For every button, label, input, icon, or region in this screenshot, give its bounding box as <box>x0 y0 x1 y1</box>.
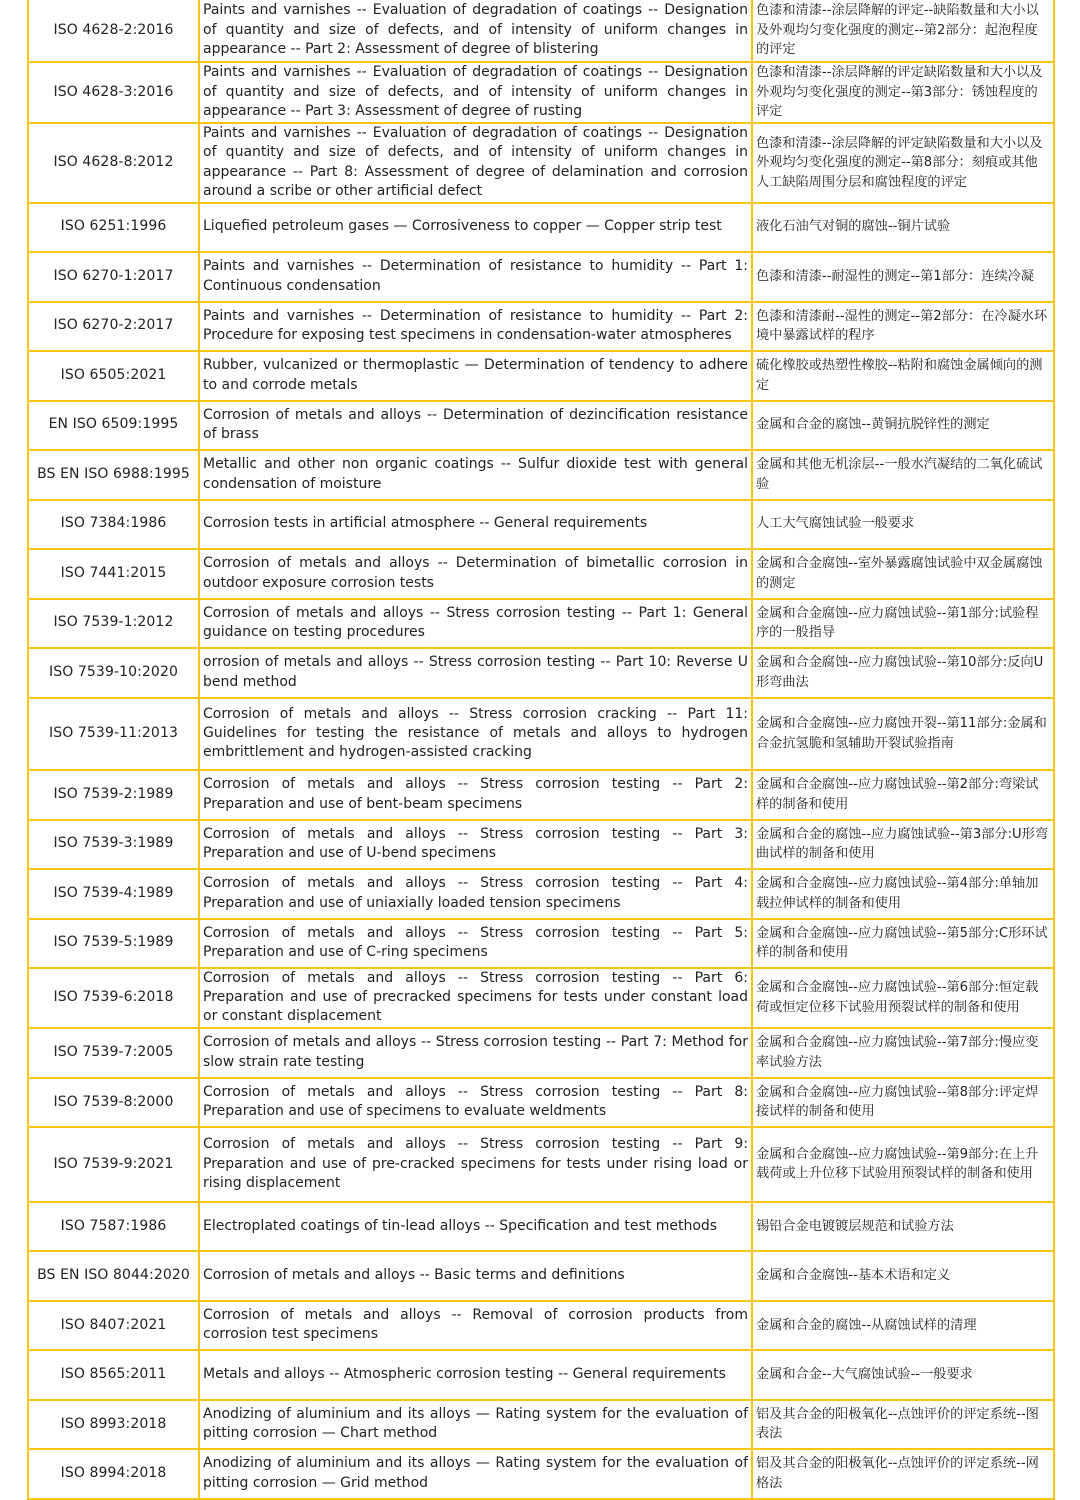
chinese-title: 金属和合金腐蚀--应力腐蚀试验--第10部分:反向U形弯曲法 <box>752 648 1054 698</box>
table-row <box>28 1127 1054 1202</box>
standard-code: ISO 7539-4:1989 <box>28 869 199 919</box>
chinese-title: 金属和合金腐蚀--应力腐蚀试验--第9部分:在上升载荷或上升位移下试验用预裂试样的制备和使用 <box>752 1127 1054 1202</box>
standard-code: ISO 7539-6:2018 <box>28 968 199 1028</box>
english-title: Paints and varnishes -- Evaluation of degradation of coatings -- Designation of quantity and size of defects, and of intensity of uniform changes in appearance -- Part 3: Assessment of degree of rusting <box>199 62 752 123</box>
english-title: Corrosion of metals and alloys -- Determination of bimetallic corrosion in outdoor exposure corrosion tests <box>199 549 752 599</box>
standard-code: ISO 7587:1986 <box>28 1202 199 1251</box>
english-title: Corrosion of metals and alloys -- Stress corrosion testing -- Part 2: Preparation and use of bent-beam specimens <box>199 770 752 820</box>
standard-code: ISO 7539-2:1989 <box>28 770 199 820</box>
english-title: Corrosion of metals and alloys -- Stress corrosion testing -- Part 3: Preparation and use of U-bend specimens <box>199 820 752 869</box>
english-title: Corrosion of metals and alloys -- Stress corrosion testing -- Part 1: General guidance on testing procedures <box>199 599 752 648</box>
standard-code: ISO 7539-10:2020 <box>28 648 199 698</box>
english-title: Anodizing of aluminium and its alloys — Rating system for the evaluation of pitting corrosion — Grid method <box>199 1449 752 1499</box>
table-row <box>28 500 1054 549</box>
standard-code: ISO 7539-9:2021 <box>28 1127 199 1202</box>
chinese-title: 金属和合金腐蚀--应力腐蚀试验--第4部分:单轴加载拉伸试样的制备和使用 <box>752 869 1054 919</box>
chinese-title: 金属和合金腐蚀--应力腐蚀试验--第2部分:弯梁试样的制备和使用 <box>752 770 1054 820</box>
chinese-title: 金属和合金腐蚀--应力腐蚀试验--第5部分:C形环试样的制备和使用 <box>752 919 1054 968</box>
english-title: orrosion of metals and alloys -- Stress corrosion testing -- Part 10: Reverse U bend method <box>199 648 752 698</box>
chinese-title: 铝及其合金的阳极氧化--点蚀评价的评定系统--网格法 <box>752 1449 1054 1499</box>
english-title: Anodizing of aluminium and its alloys — Rating system for the evaluation of pitting corrosion — Chart method <box>199 1400 752 1449</box>
chinese-title: 金属和合金腐蚀--室外暴露腐蚀试验中双金属腐蚀的测定 <box>752 549 1054 599</box>
table-row <box>28 0 1054 62</box>
table-row <box>28 1078 1054 1127</box>
standard-code: ISO 7539-1:2012 <box>28 599 199 648</box>
standard-code: ISO 4628-2:2016 <box>28 0 199 62</box>
chinese-title: 金属和合金的腐蚀--黄铜抗脱锌性的测定 <box>752 401 1054 450</box>
standard-code: BS EN ISO 6988:1995 <box>28 450 199 500</box>
chinese-title: 色漆和清漆--涂层降解的评定缺陷数量和大小以及外观均匀变化强度的测定--第8部分：刻痕或其他人工缺陷周围分层和腐蚀程度的评定 <box>752 123 1054 203</box>
chinese-title: 色漆和清漆耐--湿性的测定--第2部分：在冷凝水环境中暴露试样的程序 <box>752 302 1054 351</box>
chinese-title: 色漆和清漆--涂层降解的评定--缺陷数量和大小以及外观均匀变化强度的测定--第2部分：起泡程度的评定 <box>752 0 1054 62</box>
table-row <box>28 1202 1054 1251</box>
table-row <box>28 351 1054 401</box>
english-title: Corrosion of metals and alloys -- Determination of dezincification resistance of brass <box>199 401 752 450</box>
standard-code: ISO 7384:1986 <box>28 500 199 549</box>
chinese-title: 金属和合金的腐蚀--从腐蚀试样的清理 <box>752 1301 1054 1350</box>
chinese-title: 金属和合金腐蚀--应力腐蚀试验--第7部分:慢应变率试验方法 <box>752 1028 1054 1078</box>
english-title: Corrosion of metals and alloys -- Stress corrosion testing -- Part 6: Preparation and use of precracked specimens for tests under constant load or constant displacement <box>199 968 752 1028</box>
english-title: Metals and alloys -- Atmospheric corrosion testing -- General requirements <box>199 1350 752 1400</box>
table-row <box>28 252 1054 302</box>
english-title: Corrosion of metals and alloys -- Stress corrosion testing -- Part 7: Method for slow strain rate testing <box>199 1028 752 1078</box>
english-title: Corrosion of metals and alloys -- Stress corrosion testing -- Part 5: Preparation and use of C-ring specimens <box>199 919 752 968</box>
chinese-title: 金属和合金腐蚀--应力腐蚀试验--第8部分:评定焊接试样的制备和使用 <box>752 1078 1054 1127</box>
english-title: Corrosion of metals and alloys -- Basic terms and definitions <box>199 1251 752 1301</box>
table-row <box>28 770 1054 820</box>
table-row <box>28 648 1054 698</box>
chinese-title: 硫化橡胶或热塑性橡胶--粘附和腐蚀金属倾向的测定 <box>752 351 1054 401</box>
table-row <box>28 869 1054 919</box>
standard-code: ISO 7539-8:2000 <box>28 1078 199 1127</box>
standard-code: ISO 6251:1996 <box>28 203 199 252</box>
table-row <box>28 203 1054 252</box>
chinese-title: 金属和合金--大气腐蚀试验--一般要求 <box>752 1350 1054 1400</box>
english-title: Corrosion of metals and alloys -- Stress corrosion cracking -- Part 11: Guidelines for testing the resistance of metals and alloys to hydrogen embrittlement and hydrogen-assisted cracking <box>199 698 752 770</box>
table-row <box>28 1350 1054 1400</box>
standard-code: ISO 7539-7:2005 <box>28 1028 199 1078</box>
standard-code: ISO 4628-3:2016 <box>28 62 199 123</box>
table-row <box>28 820 1054 869</box>
table-row <box>28 1251 1054 1301</box>
table-row <box>28 968 1054 1028</box>
standard-code: EN ISO 6509:1995 <box>28 401 199 450</box>
chinese-title: 金属和合金腐蚀--应力腐蚀开裂--第11部分:金属和合金抗氢脆和氢辅助开裂试验指南 <box>752 698 1054 770</box>
table-row <box>28 123 1054 203</box>
english-title: Metallic and other non organic coatings -- Sulfur dioxide test with general condensation of moisture <box>199 450 752 500</box>
table-row <box>28 1449 1054 1499</box>
english-title: Liquefied petroleum gases — Corrosiveness to copper — Copper strip test <box>199 203 752 252</box>
table-row <box>28 62 1054 123</box>
standard-code: ISO 8993:2018 <box>28 1400 199 1449</box>
chinese-title: 色漆和清漆--耐湿性的测定--第1部分：连续冷凝 <box>752 252 1054 302</box>
chinese-title: 金属和合金腐蚀--基本术语和定义 <box>752 1251 1054 1301</box>
standard-code: ISO 8994:2018 <box>28 1449 199 1499</box>
standard-code: ISO 6270-2:2017 <box>28 302 199 351</box>
table-row <box>28 1028 1054 1078</box>
table-row <box>28 1301 1054 1350</box>
chinese-title: 锡铅合金电镀镀层规范和试验方法 <box>752 1202 1054 1251</box>
english-title: Paints and varnishes -- Evaluation of degradation of coatings -- Designation of quantity and size of defects, and of intensity of uniform changes in appearance -- Part 8: Assessment of degree of delamination and corrosion around a scribe or other artificial defect <box>199 123 752 203</box>
standard-code: ISO 7539-3:1989 <box>28 820 199 869</box>
standard-code: ISO 8407:2021 <box>28 1301 199 1350</box>
english-title: Electroplated coatings of tin-lead alloys -- Specification and test methods <box>199 1202 752 1251</box>
chinese-title: 色漆和清漆--涂层降解的评定缺陷数量和大小以及外观均匀变化强度的测定--第3部分：锈蚀程度的评定 <box>752 62 1054 123</box>
standard-code: BS EN ISO 8044:2020 <box>28 1251 199 1301</box>
chinese-title: 金属和合金腐蚀--应力腐蚀试验--第1部分:试验程序的一般指导 <box>752 599 1054 648</box>
chinese-title: 金属和合金的腐蚀--应力腐蚀试验--第3部分:U形弯曲试样的制备和使用 <box>752 820 1054 869</box>
table-row <box>28 401 1054 450</box>
chinese-title: 铝及其合金的阳极氧化--点蚀评价的评定系统--图表法 <box>752 1400 1054 1449</box>
standard-code: ISO 6270-1:2017 <box>28 252 199 302</box>
standards-table <box>27 0 1055 1500</box>
standard-code: ISO 7539-5:1989 <box>28 919 199 968</box>
standard-code: ISO 6505:2021 <box>28 351 199 401</box>
english-title: Corrosion of metals and alloys -- Stress corrosion testing -- Part 4: Preparation and use of uniaxially loaded tension specimens <box>199 869 752 919</box>
standards-table-body <box>28 0 1054 1499</box>
table-row <box>28 1400 1054 1449</box>
table-row <box>28 302 1054 351</box>
table-row <box>28 450 1054 500</box>
table-row <box>28 919 1054 968</box>
table-row <box>28 698 1054 770</box>
english-title: Corrosion of metals and alloys -- Stress corrosion testing -- Part 8: Preparation and use of specimens to evaluate weldments <box>199 1078 752 1127</box>
english-title: Corrosion of metals and alloys -- Removal of corrosion products from corrosion test specimens <box>199 1301 752 1350</box>
english-title: Rubber, vulcanized or thermoplastic — Determination of tendency to adhere to and corrode metals <box>199 351 752 401</box>
english-title: Paints and varnishes -- Evaluation of degradation of coatings -- Designation of quantity and size of defects, and of intensity of uniform changes in appearance -- Part 2: Assessment of degree of blistering <box>199 0 752 62</box>
standard-code: ISO 7441:2015 <box>28 549 199 599</box>
english-title: Corrosion of metals and alloys -- Stress corrosion testing -- Part 9: Preparation and use of pre-cracked specimens for tests under rising load or rising displacement <box>199 1127 752 1202</box>
standard-code: ISO 4628-8:2012 <box>28 123 199 203</box>
chinese-title: 金属和合金腐蚀--应力腐蚀试验--第6部分:恒定载荷或恒定位移下试验用预裂试样的制备和使用 <box>752 968 1054 1028</box>
standard-code: ISO 7539-11:2013 <box>28 698 199 770</box>
chinese-title: 人工大气腐蚀试验一般要求 <box>752 500 1054 549</box>
standard-code: ISO 8565:2011 <box>28 1350 199 1400</box>
english-title: Paints and varnishes -- Determination of resistance to humidity -- Part 2: Procedure for exposing test specimens in condensation-water atmospheres <box>199 302 752 351</box>
english-title: Paints and varnishes -- Determination of resistance to humidity -- Part 1: Continuous condensation <box>199 252 752 302</box>
chinese-title: 液化石油气对铜的腐蚀--铜片试验 <box>752 203 1054 252</box>
chinese-title: 金属和其他无机涂层--一般水汽凝结的二氧化硫试验 <box>752 450 1054 500</box>
table-row <box>28 599 1054 648</box>
english-title: Corrosion tests in artificial atmosphere -- General requirements <box>199 500 752 549</box>
table-row <box>28 549 1054 599</box>
standards-sheet <box>27 0 1053 1500</box>
